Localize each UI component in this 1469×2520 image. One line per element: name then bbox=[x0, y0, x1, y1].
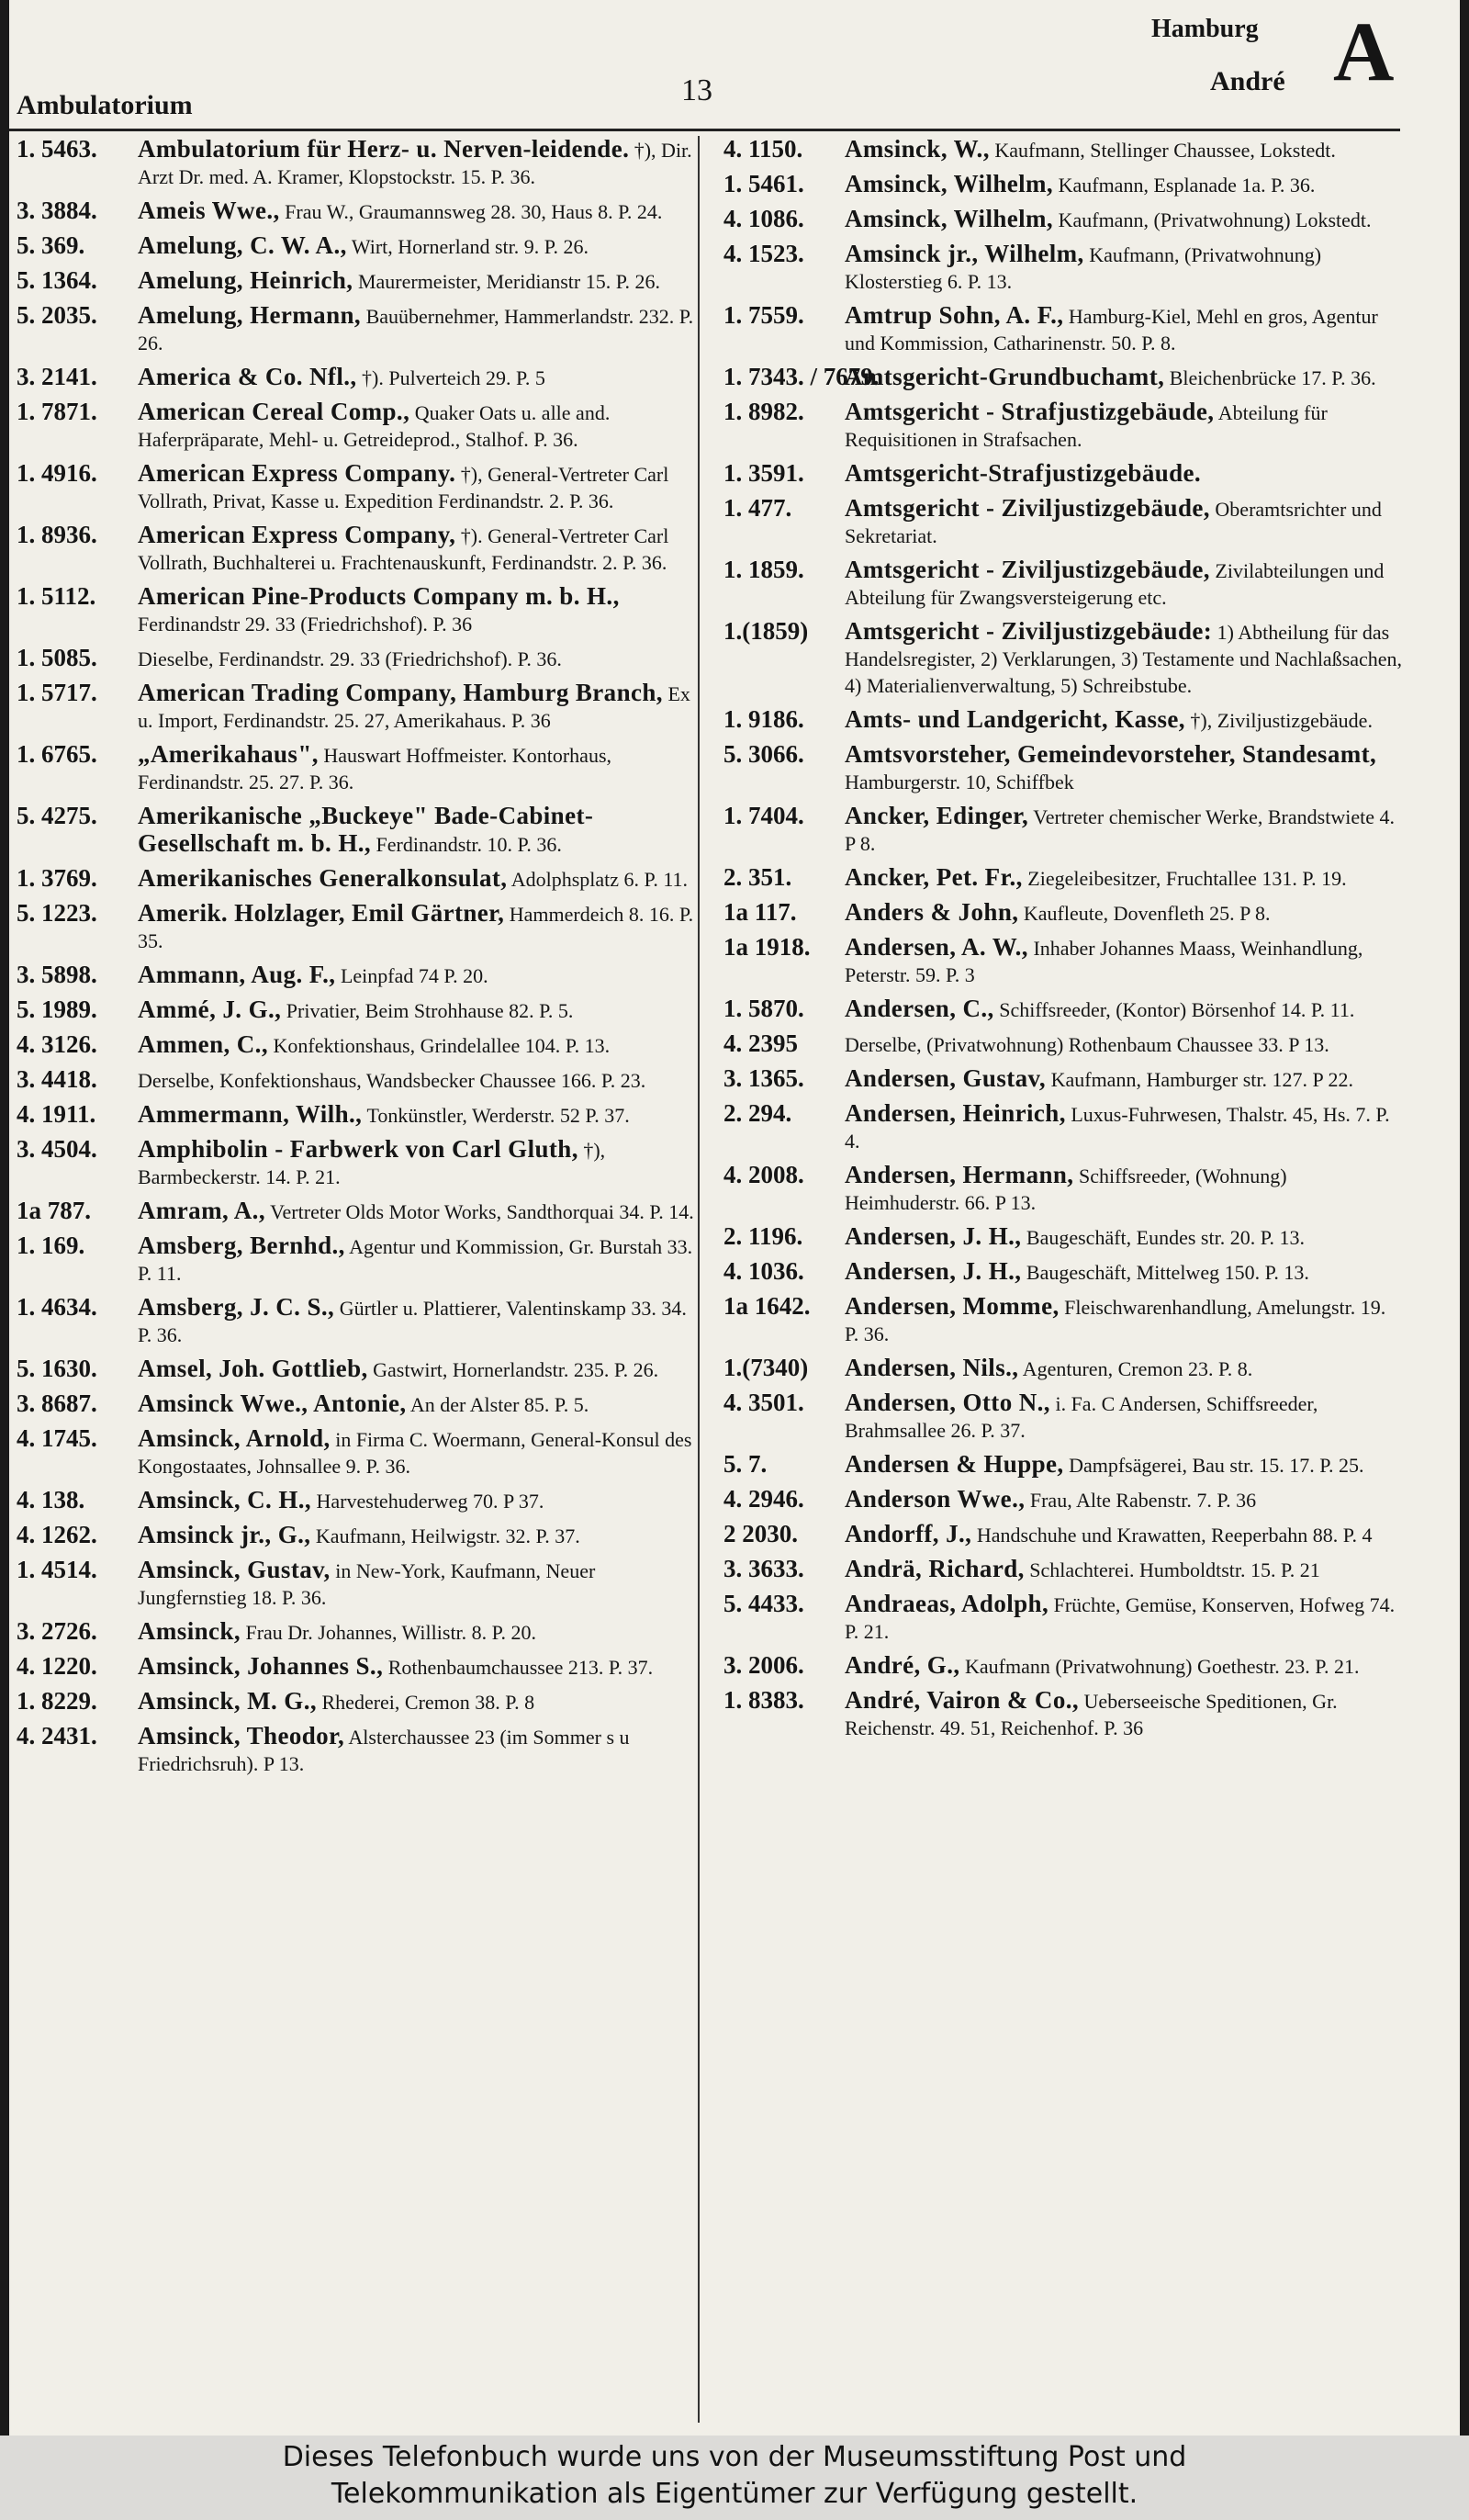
entry-name: Andersen, Momme, bbox=[845, 1292, 1060, 1320]
entry-name: Amsinck jr., G., bbox=[138, 1521, 311, 1548]
entry-name: Amphibolin - Farbwerk von Carl Gluth, bbox=[138, 1135, 578, 1163]
entry-details: †), General-Vertreter Carl Vollrath, Privat, Kasse u. Expedition Ferdinandstr. 2. P. 36. bbox=[138, 463, 669, 512]
section-letter: A bbox=[1333, 5, 1395, 98]
entry-details: †). Pulverteich 29. P. 5 bbox=[362, 366, 545, 389]
entry-name: Andersen, J. H., bbox=[845, 1257, 1022, 1285]
directory-entry bbox=[723, 364, 1403, 391]
footer-line-1: Dieses Telefonbuch wurde uns von der Museumsstiftung Post und bbox=[282, 2441, 1187, 2473]
entry-details: †), Dir. Arzt Dr. med. A. Kramer, Klopstockstr. 15. P. 36. bbox=[138, 139, 692, 188]
entry-name: Amsinck, Arnold, bbox=[138, 1424, 331, 1452]
entry-details: Bauübernehmer, Hammerlandstr. 232. P. 26. bbox=[138, 305, 694, 354]
phone-number: 4. 3501. bbox=[723, 1389, 804, 1416]
entry-name: Amtsgericht-Grundbuchamt, bbox=[845, 363, 1165, 390]
entry-details: Abteilung für Requisitionen in Strafsachen. bbox=[845, 401, 1328, 451]
phone-number: 3. 3633. bbox=[723, 1555, 804, 1582]
phone-number: 1. 8936. bbox=[17, 521, 97, 548]
entry-details: in Firma C. Woermann, General-Konsul des Kongostaates, Johnsallee 9. P. 36. bbox=[138, 1428, 692, 1478]
entry-details: Dampfsägerei, Bau str. 15. 17. P. 25. bbox=[1069, 1454, 1364, 1477]
entry-name: André, G., bbox=[845, 1651, 960, 1679]
directory-entry bbox=[17, 1198, 696, 1225]
entry-details: Ferdinandstr 29. 33 (Friedrichshof). P. 36 bbox=[138, 613, 473, 636]
directory-entry bbox=[723, 1162, 1403, 1216]
entry-name: Andorff, J., bbox=[845, 1520, 972, 1547]
entry-details: Ueberseeische Speditionen, Gr. Reichenstr. 49. 51, Reichenhof. P. 36 bbox=[845, 1690, 1338, 1739]
phone-number: 3. 3884. bbox=[17, 197, 97, 224]
phone-number: 4. 138. bbox=[17, 1486, 85, 1513]
entry-name: Andersen & Huppe, bbox=[845, 1450, 1064, 1478]
phone-number: 5. 3066. bbox=[723, 740, 804, 768]
entry-name: Amerik. Holzlager, Emil Gärtner, bbox=[138, 899, 505, 927]
phone-number: 1. 477. bbox=[723, 494, 792, 522]
entry-details: Zivilabteilungen und Abteilung für Zwangsversteigerung etc. bbox=[845, 559, 1385, 609]
phone-number: 1. 5463. bbox=[17, 135, 97, 163]
directory-entry bbox=[723, 1556, 1403, 1583]
entry-details: Kaufmann, Hamburger str. 127. P 22. bbox=[1050, 1068, 1353, 1091]
entry-details: Frau Dr. Johannes, Willistr. 8. P. 20. bbox=[245, 1621, 536, 1644]
entry-name: Amsinck, Theodor, bbox=[138, 1722, 345, 1749]
phone-number: 1. 8229. bbox=[17, 1687, 97, 1715]
entry-name: Andersen, Otto N., bbox=[845, 1389, 1050, 1416]
directory-entry bbox=[17, 232, 696, 260]
directory-entry bbox=[723, 1591, 1403, 1645]
directory-entry bbox=[17, 900, 696, 954]
entry-details: Agentur und Kommission, Gr. Burstah 33. P. 11. bbox=[138, 1235, 693, 1285]
entry-name: Amsinck, bbox=[138, 1617, 241, 1645]
phone-number: 4. 2946. bbox=[723, 1485, 804, 1513]
entry-details: Maurermeister, Meridianstr 15. P. 26. bbox=[357, 270, 661, 293]
entry-details: Kaufmann, Heilwigstr. 32. P. 37. bbox=[315, 1524, 580, 1547]
directory-entry bbox=[17, 1136, 696, 1190]
directory-entry bbox=[723, 1065, 1403, 1093]
entry-name: Andrä, Richard, bbox=[845, 1555, 1025, 1582]
entry-details: Baugeschäft, Eundes str. 20. P. 13. bbox=[1026, 1226, 1306, 1249]
entry-details: Oberamtsrichter und Sekretariat. bbox=[845, 498, 1382, 547]
directory-entry bbox=[17, 364, 696, 391]
phone-number: 4. 1150. bbox=[723, 135, 803, 163]
directory-entry bbox=[17, 1557, 696, 1611]
phone-number: 1a 117. bbox=[723, 898, 797, 926]
phone-number: 1a 1918. bbox=[723, 933, 811, 961]
entry-name: Amtsgericht-Strafjustizgebäude. bbox=[845, 459, 1202, 487]
directory-entry bbox=[723, 899, 1403, 927]
entry-name: Amsinck Wwe., Antonie, bbox=[138, 1389, 407, 1417]
entry-details: in New-York, Kaufmann, Neuer Jungfernstieg 18. P. 36. bbox=[138, 1559, 596, 1609]
directory-entry bbox=[723, 1223, 1403, 1251]
entry-name: Anderson Wwe., bbox=[845, 1485, 1026, 1513]
directory-entry bbox=[17, 865, 696, 893]
entry-details: Derselbe, (Privatwohnung) Rothenbaum Chaussee 33. P 13. bbox=[845, 1033, 1329, 1056]
phone-number: 4. 2008. bbox=[723, 1161, 804, 1188]
entry-name: „Amerikahaus", bbox=[138, 740, 319, 768]
phone-number: 1. 7871. bbox=[17, 398, 97, 425]
phone-number: 1. 7343. / 7679. bbox=[723, 363, 880, 390]
phone-number: 1a 787. bbox=[17, 1197, 91, 1224]
directory-entry bbox=[17, 460, 696, 514]
entry-name: America & Co. Nfl., bbox=[138, 363, 357, 390]
entry-name: Ammann, Aug. F., bbox=[138, 961, 336, 988]
directory-entry bbox=[723, 864, 1403, 892]
entry-details: Schiffsreeder, (Kontor) Börsenhof 14. P. 11. bbox=[999, 998, 1355, 1021]
directory-entry bbox=[723, 618, 1403, 699]
phone-number: 1. 3591. bbox=[723, 459, 804, 487]
phone-number: 5. 1630. bbox=[17, 1355, 97, 1382]
entry-details: i. Fa. C Andersen, Schiffsreeder, Brahmsallee 26. P. 37. bbox=[845, 1392, 1318, 1442]
directory-entry bbox=[17, 803, 696, 858]
phone-number: 1. 8383. bbox=[723, 1686, 804, 1714]
entry-details: Inhaber Johannes Maass, Weinhandlung, Peterstr. 59. P. 3 bbox=[845, 937, 1363, 986]
entry-details: Dieselbe, Ferdinandstr. 29. 33 (Friedrichshof). P. 36. bbox=[138, 647, 562, 670]
phone-number: 1. 5717. bbox=[17, 679, 97, 706]
entry-details: Kaufmann, Esplanade 1a. P. 36. bbox=[1058, 174, 1316, 197]
directory-entry bbox=[17, 136, 696, 190]
phone-number: 1. 7404. bbox=[723, 802, 804, 829]
directory-entry bbox=[17, 399, 696, 453]
entry-name: Amram, A., bbox=[138, 1197, 265, 1224]
directory-entry bbox=[723, 803, 1403, 857]
directory-entry bbox=[17, 996, 696, 1024]
entry-details: Hamburg-Kiel, Mehl en gros, Agentur und Kommission, Catharinenstr. 50. P. 8. bbox=[845, 305, 1378, 354]
entry-name: Amtsvorsteher, Gemeindevorsteher, Standesamt, bbox=[845, 740, 1377, 768]
entry-details: Kaufmann, (Privatwohnung) Klosterstieg 6. P. 13. bbox=[845, 243, 1322, 293]
directory-entry bbox=[723, 1293, 1403, 1347]
entry-name: Ancker, Edinger, bbox=[845, 802, 1029, 829]
directory-entry bbox=[17, 1522, 696, 1549]
directory-entry bbox=[17, 680, 696, 734]
phone-number: 1. 3769. bbox=[17, 864, 97, 892]
entry-details: Schlachterei. Humboldtstr. 15. P. 21 bbox=[1029, 1558, 1320, 1581]
directory-entry bbox=[17, 1294, 696, 1348]
entry-name: Amsinck, W., bbox=[845, 135, 990, 163]
directory-entry bbox=[17, 1425, 696, 1479]
entry-name: Amelung, C. W. A., bbox=[138, 231, 347, 259]
directory-entry bbox=[17, 1232, 696, 1287]
directory-entry bbox=[723, 206, 1403, 233]
entry-name: Andersen, A. W., bbox=[845, 933, 1028, 961]
phone-number: 4. 1220. bbox=[17, 1652, 97, 1680]
entry-name: Amsinck, Wilhelm, bbox=[845, 170, 1054, 197]
entry-name: Ammermann, Wilh., bbox=[138, 1100, 363, 1128]
directory-entry bbox=[723, 1486, 1403, 1513]
entry-details: Frau W., Graumannsweg 28. 30, Haus 8. P. 24. bbox=[285, 200, 663, 223]
directory-entry bbox=[723, 557, 1403, 611]
directory-entry bbox=[17, 1356, 696, 1383]
entry-name: Amsinck jr., Wilhelm, bbox=[845, 240, 1084, 267]
entry-details: Luxus-Fuhrwesen, Thalstr. 45, Hs. 7. P. 4. bbox=[845, 1103, 1390, 1153]
entry-details: Leinpfad 74 P. 20. bbox=[340, 964, 488, 987]
phone-number: 3. 2141. bbox=[17, 363, 97, 390]
phone-number: 1. 169. bbox=[17, 1232, 85, 1259]
directory-entry bbox=[17, 1653, 696, 1681]
phone-number: 4. 1911. bbox=[17, 1100, 96, 1128]
directory-entry bbox=[17, 1031, 696, 1059]
directory-entry bbox=[17, 741, 696, 795]
entry-details: Fleischwarenhandlung, Amelungstr. 19. P. 36. bbox=[845, 1296, 1386, 1345]
directory-entry bbox=[17, 962, 696, 989]
phone-number: 3. 4504. bbox=[17, 1135, 97, 1163]
entry-name: Amsberg, Bernhd., bbox=[138, 1232, 345, 1259]
directory-entry bbox=[17, 1066, 696, 1094]
directory-entry bbox=[17, 302, 696, 356]
entry-details: Kaufmann, Stellinger Chaussee, Lokstedt. bbox=[994, 139, 1336, 162]
directory-entry bbox=[17, 583, 696, 637]
directory-entry bbox=[723, 1258, 1403, 1286]
phone-number: 4. 1262. bbox=[17, 1521, 97, 1548]
entry-details: Kaufmann (Privatwohnung) Goethestr. 23. P. 21. bbox=[965, 1655, 1360, 1678]
phone-number: 1. 7559. bbox=[723, 301, 804, 329]
phone-number: 1. 8982. bbox=[723, 398, 804, 425]
phone-number: 1. 1859. bbox=[723, 556, 804, 583]
entry-details: Quaker Oats u. alle and. Haferpräparate, Mehl- u. Getreideprod., Stalhof. P. 36. bbox=[138, 401, 611, 451]
entry-name: Amtsgericht - Ziviljustizgebäude, bbox=[845, 494, 1210, 522]
directory-entry bbox=[17, 1390, 696, 1418]
directory-entry bbox=[723, 1100, 1403, 1154]
directory-entry bbox=[723, 171, 1403, 198]
phone-number: 4. 2395 bbox=[723, 1029, 798, 1057]
entry-details: Ex u. Import, Ferdinandstr. 25. 27, Amerikahaus. P. 36 bbox=[138, 682, 690, 732]
phone-number: 2. 294. bbox=[723, 1099, 792, 1127]
entry-details: Baugeschäft, Mittelweg 150. P. 13. bbox=[1026, 1261, 1309, 1284]
entry-details: Vertreter Olds Motor Works, Sandthorquai 34. P. 14. bbox=[270, 1200, 694, 1223]
entry-name: Andersen, Nils., bbox=[845, 1354, 1019, 1381]
phone-number: 5. 4275. bbox=[17, 802, 97, 829]
directory-entry bbox=[723, 934, 1403, 988]
phone-number: 1. 5870. bbox=[723, 995, 804, 1022]
entry-name: American Trading Company, Hamburg Branch, bbox=[138, 679, 663, 706]
entry-details: Ferdinandstr. 10. P. 36. bbox=[376, 833, 562, 856]
phone-number: 5. 1989. bbox=[17, 996, 97, 1023]
entry-details: An der Alster 85. P. 5. bbox=[409, 1393, 589, 1416]
phone-number: 1. 4916. bbox=[17, 459, 97, 487]
entry-name: Amsinck, Wilhelm, bbox=[845, 205, 1054, 232]
entry-name: Amts- und Landgericht, Kasse, bbox=[845, 705, 1185, 733]
directory-entry bbox=[723, 136, 1403, 163]
entry-name: American Express Company, bbox=[138, 521, 456, 548]
phone-number: 1. 9186. bbox=[723, 705, 804, 733]
entry-name: Amsinck, Gustav, bbox=[138, 1556, 331, 1583]
entry-name: Ancker, Pet. Fr., bbox=[845, 863, 1023, 891]
directory-entry bbox=[723, 1687, 1403, 1741]
directory-entry bbox=[723, 1355, 1403, 1382]
entry-details: Gürtler u. Plattierer, Valentinskamp 33. 34. P. 36. bbox=[138, 1297, 687, 1346]
entry-name: Andraeas, Adolph, bbox=[845, 1590, 1049, 1617]
entry-details: Adolphsplatz 6. P. 11. bbox=[510, 868, 689, 891]
phone-number: 4. 1523. bbox=[723, 240, 804, 267]
entry-details: Frau, Alte Rabenstr. 7. P. 36 bbox=[1029, 1489, 1257, 1512]
phone-number: 5. 1223. bbox=[17, 899, 97, 927]
directory-entry bbox=[723, 1521, 1403, 1548]
entry-name: American Express Company. bbox=[138, 459, 456, 487]
phone-number: 5. 2035. bbox=[17, 301, 97, 329]
entry-name: Ambulatorium für Herz- u. Nerven-leidende. bbox=[138, 135, 630, 163]
directory-entry bbox=[723, 460, 1403, 488]
directory-entry bbox=[723, 399, 1403, 453]
phone-number: 4. 1036. bbox=[723, 1257, 804, 1285]
phone-number: 4. 3126. bbox=[17, 1030, 97, 1058]
entry-name: American Pine-Products Company m. b. H., bbox=[138, 582, 620, 610]
entry-details: Tonkünstler, Werderstr. 52 P. 37. bbox=[366, 1104, 630, 1127]
phone-number: 1. 5112. bbox=[17, 582, 96, 610]
phone-number: 1.(1859) bbox=[723, 617, 809, 645]
directory-entry bbox=[17, 522, 696, 576]
phone-number: 1. 6765. bbox=[17, 740, 97, 768]
phone-number: 3. 2006. bbox=[723, 1651, 804, 1679]
entry-name: Amelung, Heinrich, bbox=[138, 266, 353, 294]
entry-name: Amelung, Hermann, bbox=[138, 301, 362, 329]
directory-entry bbox=[17, 1618, 696, 1646]
entry-name: Amsinck, C. H., bbox=[138, 1486, 312, 1513]
entry-details: Hammerdeich 8. 16. P. 35. bbox=[138, 903, 694, 952]
phone-number: 3. 1365. bbox=[723, 1064, 804, 1092]
running-head-right: André bbox=[1210, 66, 1285, 96]
directory-entry bbox=[723, 741, 1403, 795]
entry-name: Amtsgericht - Ziviljustizgebäude, bbox=[845, 556, 1210, 583]
entry-name: Andersen, Hermann, bbox=[845, 1161, 1074, 1188]
entry-name: Amsberg, J. C. S., bbox=[138, 1293, 335, 1321]
entry-details: Hamburgerstr. 10, Schiffbek bbox=[845, 771, 1074, 793]
phone-number: 5. 4433. bbox=[723, 1590, 804, 1617]
running-head-city: Hamburg bbox=[1151, 15, 1259, 43]
entry-details: Bleichenbrücke 17. P. 36. bbox=[1169, 366, 1376, 389]
entry-details: †), Barmbeckerstr. 14. P. 21. bbox=[138, 1139, 606, 1188]
running-head-left: Ambulatorium bbox=[17, 90, 193, 120]
right-column bbox=[723, 136, 1403, 1749]
entry-details: Ziegeleibesitzer, Fruchtallee 131. P. 19. bbox=[1027, 867, 1347, 890]
entry-details: Vertreter chemischer Werke, Brandstwiete 4. P 8. bbox=[845, 805, 1395, 855]
entry-name: Anders & John, bbox=[845, 898, 1019, 926]
entry-details: Rothenbaumchaussee 213. P. 37. bbox=[387, 1656, 654, 1679]
phone-number: 5. 369. bbox=[17, 231, 85, 259]
left-column bbox=[17, 136, 696, 1784]
column-divider bbox=[698, 136, 700, 2423]
entry-name: Andersen, Heinrich, bbox=[845, 1099, 1066, 1127]
page-number: 13 bbox=[681, 73, 712, 107]
entry-details: Agenturen, Cremon 23. P. 8. bbox=[1022, 1357, 1253, 1380]
entry-details: Alsterchaussee 23 (im Sommer s u Friedrichsruh). P 13. bbox=[138, 1726, 630, 1775]
entry-name: Andersen, C., bbox=[845, 995, 994, 1022]
entry-name: Amsinck, M. G., bbox=[138, 1687, 317, 1715]
phone-number: 2. 1196. bbox=[723, 1222, 803, 1250]
entry-name: Ameis Wwe., bbox=[138, 197, 280, 224]
phone-number: 1. 5461. bbox=[723, 170, 804, 197]
page-edge-left bbox=[0, 0, 9, 2436]
directory-entry bbox=[17, 1101, 696, 1129]
directory-entry bbox=[723, 302, 1403, 356]
entry-name: Amtsgericht - Strafjustizgebäude, bbox=[845, 398, 1215, 425]
entry-name: Amtrup Sohn, A. F., bbox=[845, 301, 1064, 329]
phone-number: 4. 1086. bbox=[723, 205, 804, 232]
phone-number: 5. 1364. bbox=[17, 266, 97, 294]
phone-number: 1. 4634. bbox=[17, 1293, 97, 1321]
entry-details: Früchte, Gemüse, Konserven, Hofweg 74. P. 21. bbox=[845, 1593, 1396, 1643]
entry-details: Wirt, Hornerland str. 9. P. 26. bbox=[351, 235, 589, 258]
header-rule bbox=[9, 129, 1400, 131]
entry-name: Amsinck, Johannes S., bbox=[138, 1652, 384, 1680]
entry-details: Hauswart Hoffmeister. Kontorhaus, Ferdinandstr. 25. 27. P. 36. bbox=[138, 744, 611, 793]
entry-name: Amerikanische „Buckeye" Bade-Cabinet-Gesellschaft m. b. H., bbox=[138, 802, 594, 857]
directory-entry bbox=[723, 1389, 1403, 1444]
phone-number: 1.(7340) bbox=[723, 1354, 809, 1381]
phone-number: 3. 8687. bbox=[17, 1389, 97, 1417]
phone-number: 3. 2726. bbox=[17, 1617, 97, 1645]
entry-details: 1) Abtheilung für das Handelsregister, 2) Verklarungen, 3) Testamente und Nachlaßsachen, 4) Materialienverwaltung, 5) Schreibstube. bbox=[845, 621, 1403, 697]
entry-details: Rhederei, Cremon 38. P. 8 bbox=[321, 1691, 535, 1714]
directory-entry bbox=[723, 241, 1403, 295]
directory-entry bbox=[723, 706, 1403, 734]
directory-entry bbox=[723, 1652, 1403, 1680]
entry-details: Kaufmann, (Privatwohnung) Lokstedt. bbox=[1058, 208, 1372, 231]
entry-name: André, Vairon & Co., bbox=[845, 1686, 1080, 1714]
directory-entry bbox=[17, 197, 696, 225]
entry-details: †), Ziviljustizgebäude. bbox=[1190, 709, 1373, 732]
entry-name: Ammé, J. G., bbox=[138, 996, 282, 1023]
directory-entry bbox=[723, 996, 1403, 1023]
footer-line-2: Telekommunikation als Eigentümer zur Verfügung gestellt. bbox=[331, 2478, 1138, 2510]
entry-name: Amtsgericht - Ziviljustizgebäude: bbox=[845, 617, 1213, 645]
entry-details: Schiffsreeder, (Wohnung) Heimhuderstr. 66. P 13. bbox=[845, 1164, 1287, 1214]
phone-number: 5. 7. bbox=[723, 1450, 768, 1478]
directory-entry bbox=[723, 1451, 1403, 1479]
directory-entry bbox=[17, 267, 696, 295]
entry-details: Handschuhe und Krawatten, Reeperbahn 88. P. 4 bbox=[976, 1524, 1373, 1547]
entry-name: Amerikanisches Generalkonsulat, bbox=[138, 864, 508, 892]
footer-notice bbox=[0, 2436, 1469, 2520]
phone-number: 2 2030. bbox=[723, 1520, 798, 1547]
phone-number: 1. 5085. bbox=[17, 644, 97, 671]
entry-name: Andersen, Gustav, bbox=[845, 1064, 1047, 1092]
page-edge-right bbox=[1460, 0, 1469, 2436]
entry-name: Andersen, J. H., bbox=[845, 1222, 1022, 1250]
phone-number: 3. 4418. bbox=[17, 1065, 97, 1093]
entry-name: Amsel, Joh. Gottlieb, bbox=[138, 1355, 368, 1382]
directory-entry bbox=[17, 645, 696, 672]
entry-name: Ammen, C., bbox=[138, 1030, 268, 1058]
directory-entry bbox=[17, 1723, 696, 1777]
phone-number: 1a 1642. bbox=[723, 1292, 811, 1320]
entry-details: Derselbe, Konfektionshaus, Wandsbecker Chaussee 166. P. 23. bbox=[138, 1069, 646, 1092]
phone-number: 3. 5898. bbox=[17, 961, 97, 988]
phone-number: 4. 1745. bbox=[17, 1424, 97, 1452]
directory-entry bbox=[17, 1688, 696, 1716]
entry-details: Privatier, Beim Strohhause 82. P. 5. bbox=[286, 999, 574, 1022]
entry-details: Kaufleute, Dovenfleth 25. P 8. bbox=[1023, 902, 1271, 925]
directory-entry bbox=[723, 495, 1403, 549]
directory-entry bbox=[17, 1487, 696, 1514]
directory-entry bbox=[723, 1030, 1403, 1058]
entry-details: †). General-Vertreter Carl Vollrath, Buchhalterei u. Frachtenauskunft, Ferdinandstr. 2. P. 36. bbox=[138, 524, 669, 574]
phone-number: 4. 2431. bbox=[17, 1722, 97, 1749]
entry-details: Konfektionshaus, Grindelallee 104. P. 13. bbox=[273, 1034, 611, 1057]
entry-details: Harvestehuderweg 70. P 37. bbox=[316, 1490, 544, 1513]
phone-number: 2. 351. bbox=[723, 863, 792, 891]
phone-number: 1. 4514. bbox=[17, 1556, 97, 1583]
entry-name: American Cereal Comp., bbox=[138, 398, 410, 425]
entry-details: Gastwirt, Hornerlandstr. 235. P. 26. bbox=[373, 1358, 659, 1381]
